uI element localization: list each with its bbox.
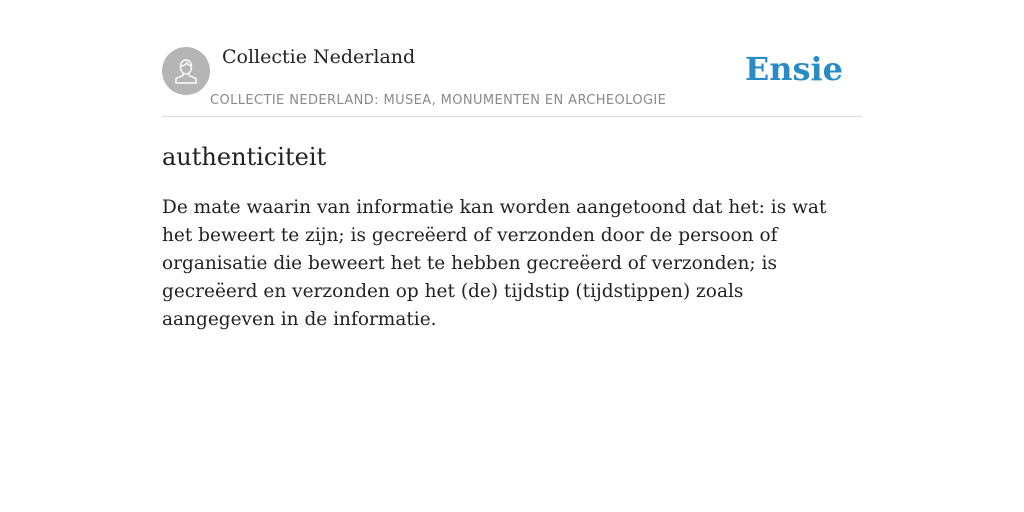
entry-header: [162, 0, 862, 117]
term-heading: authenticiteit: [162, 143, 327, 171]
user-outline-icon: [171, 56, 201, 86]
brand-logo[interactable]: Ensie: [744, 50, 843, 88]
author-name[interactable]: Collectie Nederland: [222, 46, 416, 68]
definition-text: De mate waarin van informatie kan worden aangetoond dat het: is wat het beweert te zijn; is gecreëerd of verzonden door de persoon of organisatie die beweert het te hebben gecreëerd of verzonden; is gecreëerd en verzonden op het (de) tijdstip (tijdstippen) zoals aangegeven in de informatie.: [162, 197, 827, 330]
source-label[interactable]: COLLECTIE NEDERLAND: MUSEA, MONUMENTEN EN ARCHEOLOGIE: [210, 93, 667, 108]
avatar[interactable]: [162, 47, 210, 95]
entry-card: [162, 0, 862, 334]
